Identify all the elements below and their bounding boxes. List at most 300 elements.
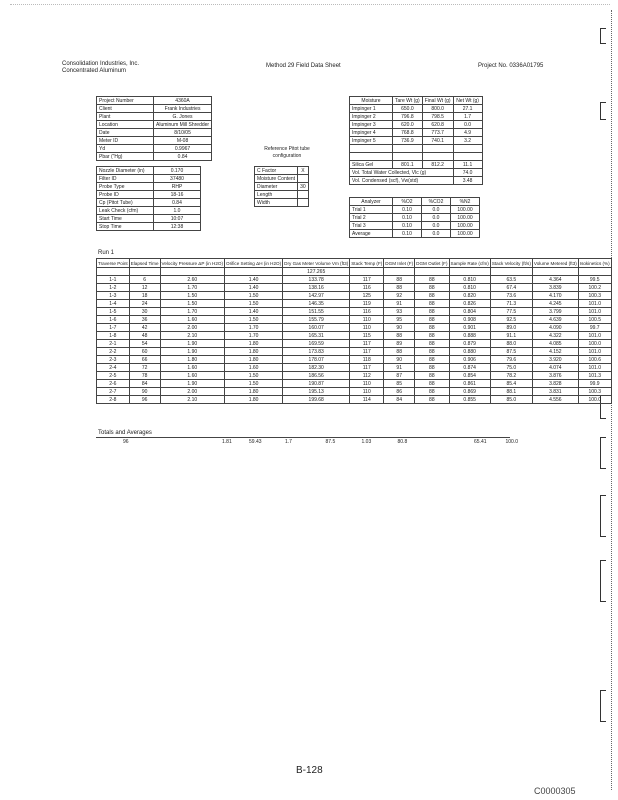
traverse-cell: 88	[415, 324, 449, 332]
traverse-cell: 2-6	[97, 380, 130, 388]
analyzer-cell: 0.10	[393, 222, 422, 230]
traverse-cell: 36	[129, 316, 160, 324]
traverse-data-table	[96, 258, 612, 404]
totals-value: 87.5	[325, 439, 336, 445]
traverse-cell: 87.5	[490, 348, 532, 356]
nozzle-info-label: Leak Check (cfm)	[97, 207, 154, 215]
pitot-table	[254, 166, 309, 207]
totals-value: 59.43	[249, 439, 262, 445]
traverse-cell: 1.90	[160, 348, 224, 356]
traverse-cell: 1.60	[225, 364, 283, 372]
scan-artifact-top	[10, 4, 610, 7]
main-initial-cell	[532, 268, 578, 276]
traverse-cell: 2-1	[97, 340, 130, 348]
traverse-cell: 4.152	[532, 348, 578, 356]
traverse-cell: 88	[415, 284, 449, 292]
traverse-cell: 199.68	[283, 396, 350, 404]
traverse-cell: 1.90	[160, 380, 224, 388]
document-title: Method 29 Field Data Sheet	[266, 63, 341, 69]
traverse-cell: 173.83	[283, 348, 350, 356]
traverse-cell: 71.3	[490, 300, 532, 308]
main-initial-cell	[160, 268, 224, 276]
main-column-header: Dry Gas Meter Volume Vm (ft3)	[284, 260, 349, 266]
moisture-cell: Impinger 2	[350, 113, 393, 121]
moisture-row	[350, 153, 483, 161]
traverse-row	[97, 276, 612, 284]
traverse-cell: 101.3	[578, 372, 611, 380]
pitot-value: 30	[298, 183, 309, 191]
traverse-cell: 151.55	[283, 308, 350, 316]
traverse-cell: 60	[129, 348, 160, 356]
main-initial-cell	[415, 268, 449, 276]
traverse-row	[97, 332, 612, 340]
traverse-cell: 2-4	[97, 364, 130, 372]
moisture-cell: Impinger 4	[350, 129, 393, 137]
traverse-cell: 1.50	[160, 300, 224, 308]
traverse-cell: 88.0	[490, 340, 532, 348]
pitot-value	[298, 199, 309, 207]
moisture-total-water-row	[350, 169, 483, 177]
totals-value: 1.03	[361, 439, 372, 445]
edge-bracket-7	[600, 690, 606, 722]
traverse-cell: 88	[415, 356, 449, 364]
main-initial-cell	[350, 268, 384, 276]
moisture-cell: Impinger 3	[350, 121, 393, 129]
nozzle-info-value: 37480	[154, 175, 201, 183]
traverse-cell: 0.820	[449, 292, 490, 300]
traverse-cell: 2-7	[97, 388, 130, 396]
main-initial-cell	[129, 268, 160, 276]
traverse-cell: 54	[129, 340, 160, 348]
project-info-label: Pbar ("Hg)	[97, 153, 154, 161]
nozzle-info-value: 10:07	[154, 215, 201, 223]
traverse-row	[97, 316, 612, 324]
project-info-table	[96, 96, 212, 161]
moisture-row	[350, 129, 483, 137]
edge-bracket-5	[600, 495, 606, 537]
pitot-row	[255, 199, 309, 207]
moisture-cell: 1.7	[453, 113, 482, 121]
page-number: B-128	[296, 765, 323, 776]
moisture-cell: 11.1	[453, 161, 482, 169]
analyzer-cell: 0.0	[422, 206, 451, 214]
traverse-cell: 90	[384, 324, 415, 332]
project-info-value: 0.84	[154, 153, 212, 161]
project-info-value: G. Jones	[154, 113, 212, 121]
traverse-row	[97, 356, 612, 364]
traverse-cell: 96	[129, 396, 160, 404]
project-info-label: Date	[97, 129, 154, 137]
nozzle-info-label: Probe ID	[97, 191, 154, 199]
traverse-cell: 165.31	[283, 332, 350, 340]
pitot-label: Diameter	[255, 183, 298, 191]
traverse-cell: 117	[350, 364, 384, 372]
traverse-cell: 119	[350, 300, 384, 308]
traverse-cell: 115	[350, 332, 384, 340]
moisture-cell: 801.1	[393, 161, 423, 169]
project-info-label: Location	[97, 121, 154, 129]
traverse-cell: 146.35	[283, 300, 350, 308]
traverse-cell: 99.9	[578, 380, 611, 388]
traverse-cell: 1.80	[225, 348, 283, 356]
traverse-cell: 1-5	[97, 308, 130, 316]
traverse-cell: 4.074	[532, 364, 578, 372]
main-column-header: Velocity Pressure ΔP (in H2O)	[161, 260, 223, 266]
moisture-cell: 768.8	[393, 129, 423, 137]
traverse-cell: 88	[415, 292, 449, 300]
moisture-row	[350, 113, 483, 121]
moisture-header: Net Wt (g)	[453, 97, 482, 105]
totals-value: 1.7	[285, 439, 292, 445]
traverse-cell: 4.322	[532, 332, 578, 340]
traverse-cell: 84	[129, 380, 160, 388]
traverse-cell: 88	[415, 340, 449, 348]
moisture-cell	[453, 153, 482, 161]
moisture-header: Moisture	[350, 97, 393, 105]
traverse-cell: 99.7	[578, 324, 611, 332]
analyzer-cell: Average	[350, 230, 393, 238]
traverse-cell: 85.0	[490, 396, 532, 404]
traverse-cell: 0.880	[449, 348, 490, 356]
traverse-row	[97, 388, 612, 396]
traverse-cell: 117	[350, 340, 384, 348]
analyzer-header: %N2	[451, 198, 480, 206]
moisture-cell: 796.8	[393, 113, 423, 121]
analyzer-row	[350, 206, 480, 214]
moisture-total-water-value: 74.0	[453, 169, 482, 177]
nozzle-info-row	[97, 191, 201, 199]
traverse-cell: 101.0	[578, 308, 611, 316]
traverse-cell: 2-5	[97, 372, 130, 380]
traverse-cell: 6	[129, 276, 160, 284]
traverse-cell: 133.78	[283, 276, 350, 284]
traverse-cell: 88	[415, 372, 449, 380]
traverse-cell: 101.0	[578, 300, 611, 308]
traverse-cell: 79.6	[490, 356, 532, 364]
moisture-cell: 0.0	[453, 121, 482, 129]
main-column-header: DGM Outlet (F)	[416, 260, 448, 266]
analyzer-header: %O2	[393, 198, 422, 206]
project-info-value: Aluminum Mill Shredder	[154, 121, 212, 129]
traverse-cell: 100.5	[578, 316, 611, 324]
traverse-cell: 0.906	[449, 356, 490, 364]
traverse-cell: 1-4	[97, 300, 130, 308]
moisture-cell: 800.0	[422, 105, 453, 113]
traverse-cell: 3.876	[532, 372, 578, 380]
traverse-cell: 88	[415, 308, 449, 316]
moisture-table	[349, 96, 483, 185]
run-label: Run 1	[98, 250, 115, 256]
traverse-cell: 110	[350, 380, 384, 388]
main-initial-cell	[449, 268, 490, 276]
traverse-row	[97, 308, 612, 316]
pitot-value	[298, 175, 309, 183]
pitot-label: Moisture Content	[255, 175, 298, 183]
traverse-cell: 91.1	[490, 332, 532, 340]
moisture-cell: 3.2	[453, 137, 482, 145]
pitot-label: Length	[255, 191, 298, 199]
moisture-row	[350, 137, 483, 145]
traverse-row	[97, 292, 612, 300]
traverse-cell: 125	[350, 292, 384, 300]
nozzle-info-label: Nozzle Diameter (in)	[97, 167, 154, 175]
main-initial-row	[97, 268, 612, 276]
pitot-value: X	[298, 167, 309, 175]
traverse-cell: 110	[350, 388, 384, 396]
traverse-cell: 116	[350, 284, 384, 292]
traverse-cell: 1.50	[160, 292, 224, 300]
traverse-cell: 95	[384, 316, 415, 324]
project-info-label: Plant	[97, 113, 154, 121]
moisture-row	[350, 121, 483, 129]
traverse-cell: 114	[350, 396, 384, 404]
traverse-cell: 0.810	[449, 284, 490, 292]
moisture-condensed-value: 3.48	[453, 177, 482, 185]
traverse-cell: 101.0	[578, 364, 611, 372]
analyzer-table	[349, 197, 480, 238]
traverse-cell: 88	[415, 300, 449, 308]
traverse-cell: 88	[415, 316, 449, 324]
nozzle-info-label: Cp (Pitot Tube)	[97, 199, 154, 207]
main-column-header: Sample Rate (cfm)	[450, 260, 489, 266]
traverse-cell: 0.879	[449, 340, 490, 348]
edge-bracket-2	[600, 102, 606, 120]
totals-value: 1.81	[222, 439, 232, 445]
traverse-cell: 2-3	[97, 356, 130, 364]
analyzer-row	[350, 230, 480, 238]
main-initial-cell	[490, 268, 532, 276]
nozzle-info-label: Start Time	[97, 215, 154, 223]
nozzle-info-row	[97, 175, 201, 183]
traverse-cell: 0.810	[449, 276, 490, 284]
moisture-cell	[453, 145, 482, 153]
traverse-cell: 2-2	[97, 348, 130, 356]
traverse-cell: 67.4	[490, 284, 532, 292]
totals-rule	[96, 437, 510, 438]
analyzer-cell: 100.00	[451, 222, 480, 230]
project-info-label: Project Number	[97, 97, 154, 105]
traverse-cell: 186.56	[283, 372, 350, 380]
project-info-row	[97, 145, 212, 153]
traverse-cell: 0.869	[449, 388, 490, 396]
traverse-cell: 142.97	[283, 292, 350, 300]
traverse-cell: 48	[129, 332, 160, 340]
traverse-cell: 75.0	[490, 364, 532, 372]
traverse-cell: 89.0	[490, 324, 532, 332]
moisture-cell: 812.2	[422, 161, 453, 169]
traverse-cell: 169.59	[283, 340, 350, 348]
traverse-cell: 0.804	[449, 308, 490, 316]
totals-value: 65.41	[474, 439, 487, 445]
traverse-cell: 2.10	[160, 332, 224, 340]
project-info-label: Client	[97, 105, 154, 113]
traverse-cell: 100.3	[578, 292, 611, 300]
traverse-cell: 92	[384, 292, 415, 300]
moisture-row	[350, 161, 483, 169]
analyzer-header-row	[350, 198, 480, 206]
analyzer-cell: 0.10	[393, 206, 422, 214]
traverse-cell: 18	[129, 292, 160, 300]
moisture-cell	[393, 153, 423, 161]
traverse-cell: 4.364	[532, 276, 578, 284]
traverse-cell: 160.07	[283, 324, 350, 332]
traverse-cell: 1.80	[225, 356, 283, 364]
traverse-cell: 88	[415, 276, 449, 284]
nozzle-info-value: 1.0	[154, 207, 201, 215]
traverse-cell: 86	[384, 388, 415, 396]
traverse-cell: 101.0	[578, 332, 611, 340]
traverse-cell: 88.1	[490, 388, 532, 396]
main-header-row	[97, 259, 612, 268]
analyzer-row	[350, 214, 480, 222]
nozzle-info-table	[96, 166, 201, 231]
nozzle-info-value: 18-16	[154, 191, 201, 199]
analyzer-cell: 0.0	[422, 222, 451, 230]
traverse-cell: 4.170	[532, 292, 578, 300]
nozzle-info-row	[97, 215, 201, 223]
moisture-cell	[422, 145, 453, 153]
nozzle-info-label: Probe Type	[97, 183, 154, 191]
traverse-cell: 1.50	[225, 300, 283, 308]
analyzer-header: Analyzer	[350, 198, 393, 206]
pitot-note-line1: Reference Pitot tube	[264, 146, 310, 152]
traverse-cell: 1-7	[97, 324, 130, 332]
traverse-cell: 3.839	[532, 284, 578, 292]
traverse-cell: 1.50	[225, 380, 283, 388]
traverse-cell: 155.79	[283, 316, 350, 324]
traverse-cell: 2.10	[160, 396, 224, 404]
traverse-cell: 2.00	[160, 388, 224, 396]
moisture-cell: Impinger 5	[350, 137, 393, 145]
project-info-row	[97, 97, 212, 105]
main-initial-cell	[225, 268, 283, 276]
traverse-cell: 72	[129, 364, 160, 372]
pitot-row	[255, 175, 309, 183]
traverse-cell: 93	[384, 308, 415, 316]
analyzer-cell: 100.00	[451, 230, 480, 238]
analyzer-cell: Trial 2	[350, 214, 393, 222]
moisture-cell: Silica Gel	[350, 161, 393, 169]
traverse-cell: 1.60	[160, 372, 224, 380]
project-info-row	[97, 105, 212, 113]
moisture-row	[350, 105, 483, 113]
traverse-cell: 0.888	[449, 332, 490, 340]
nozzle-info-row	[97, 207, 201, 215]
analyzer-cell: 0.0	[422, 230, 451, 238]
moisture-cell	[393, 145, 423, 153]
traverse-cell: 42	[129, 324, 160, 332]
traverse-cell: 0.854	[449, 372, 490, 380]
traverse-cell: 77.5	[490, 308, 532, 316]
moisture-cell: 620.0	[393, 121, 423, 129]
traverse-cell: 90	[384, 356, 415, 364]
traverse-cell: 1.50	[225, 372, 283, 380]
analyzer-cell: Trial 3	[350, 222, 393, 230]
traverse-cell: 1.70	[160, 284, 224, 292]
project-info-row	[97, 121, 212, 129]
traverse-cell: 89	[384, 340, 415, 348]
nozzle-info-row	[97, 223, 201, 231]
traverse-cell: 117	[350, 276, 384, 284]
traverse-cell: 24	[129, 300, 160, 308]
traverse-cell: 2.60	[160, 276, 224, 284]
project-info-row	[97, 137, 212, 145]
traverse-cell: 1.70	[225, 324, 283, 332]
pitot-row	[255, 191, 309, 199]
traverse-cell: 2.00	[160, 324, 224, 332]
pitot-value	[298, 191, 309, 199]
analyzer-cell: 0.0	[422, 214, 451, 222]
traverse-cell: 3.831	[532, 388, 578, 396]
traverse-cell: 90	[129, 388, 160, 396]
nozzle-info-row	[97, 167, 201, 175]
traverse-cell: 1.80	[160, 356, 224, 364]
traverse-cell: 1.80	[225, 396, 283, 404]
traverse-cell: 100.6	[578, 356, 611, 364]
main-column-header: Stack Temp (F)	[351, 260, 383, 266]
pitot-label: C Factor	[255, 167, 298, 175]
traverse-cell: 195.13	[283, 388, 350, 396]
traverse-cell: 3.920	[532, 356, 578, 364]
traverse-cell: 100.2	[578, 284, 611, 292]
traverse-cell: 4.639	[532, 316, 578, 324]
pitot-label: Width	[255, 199, 298, 207]
traverse-cell: 92.5	[490, 316, 532, 324]
moisture-cell: 650.0	[393, 105, 423, 113]
main-initial-cell	[578, 268, 611, 276]
traverse-cell: 1-1	[97, 276, 130, 284]
traverse-cell: 88	[384, 276, 415, 284]
main-initial-cell	[97, 268, 130, 276]
nozzle-info-row	[97, 183, 201, 191]
moisture-cell	[350, 145, 393, 153]
traverse-row	[97, 284, 612, 292]
main-initial-cell	[384, 268, 415, 276]
project-info-row	[97, 113, 212, 121]
project-info-row	[97, 153, 212, 161]
traverse-cell: 1-6	[97, 316, 130, 324]
moisture-header: Tare Wt (g)	[393, 97, 423, 105]
traverse-cell: 3.799	[532, 308, 578, 316]
nozzle-info-value: 12:38	[154, 223, 201, 231]
traverse-cell: 1.60	[160, 364, 224, 372]
analyzer-row	[350, 222, 480, 230]
traverse-cell: 1.70	[160, 308, 224, 316]
traverse-cell: 100.0	[578, 396, 611, 404]
project-info-value: M-08	[154, 137, 212, 145]
traverse-cell: 4.556	[532, 396, 578, 404]
company-subtitle: Concentrated Aluminum	[62, 68, 127, 74]
nozzle-info-value: RHP	[154, 183, 201, 191]
moisture-header: Final Wt (g)	[422, 97, 453, 105]
traverse-cell: 178.07	[283, 356, 350, 364]
traverse-cell: 73.6	[490, 292, 532, 300]
traverse-cell: 63.5	[490, 276, 532, 284]
document-id: C0000305	[534, 786, 576, 796]
traverse-cell: 88	[415, 348, 449, 356]
traverse-cell: 116	[350, 308, 384, 316]
main-column-header: Stack Velocity (ft/s)	[491, 260, 531, 266]
traverse-cell: 1.40	[225, 308, 283, 316]
moisture-cell	[422, 153, 453, 161]
traverse-cell: 4.085	[532, 340, 578, 348]
traverse-cell: 78.2	[490, 372, 532, 380]
analyzer-header: %CO2	[422, 198, 451, 206]
pitot-note-line2: configuration	[272, 153, 302, 159]
moisture-cell	[350, 153, 393, 161]
moisture-cell: 736.9	[393, 137, 423, 145]
traverse-cell: 1-8	[97, 332, 130, 340]
